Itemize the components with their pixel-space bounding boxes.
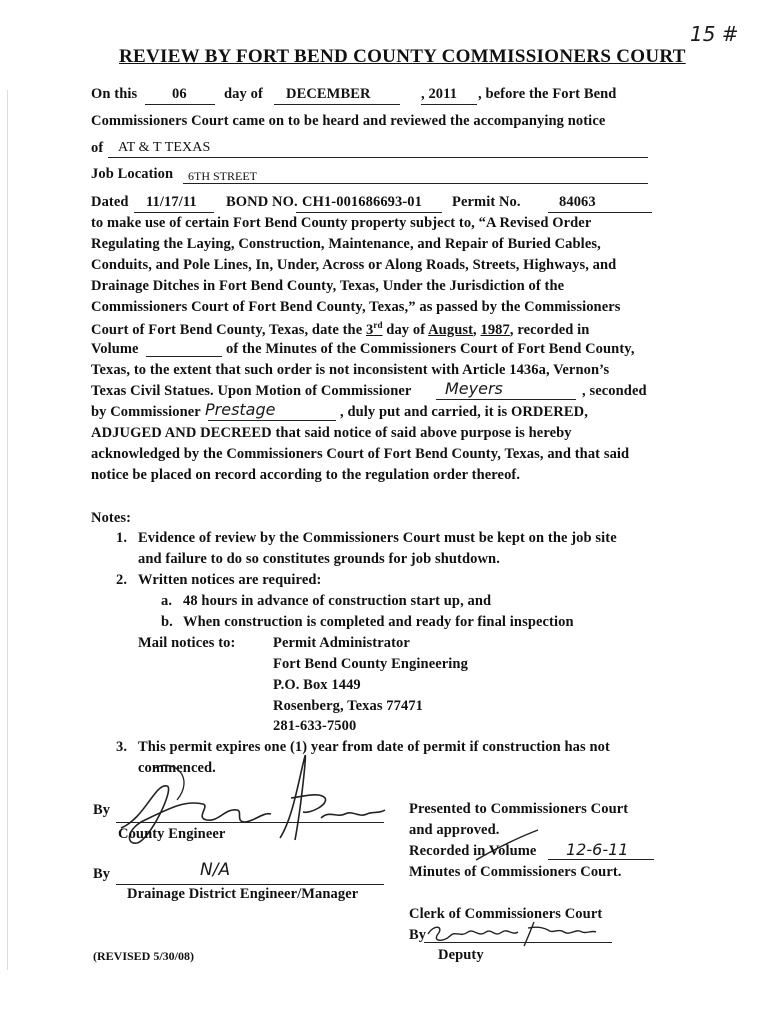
dated-label: Dated — [91, 194, 129, 210]
motion-post: , seconded — [582, 383, 647, 399]
by-label-3: By — [409, 927, 427, 943]
bond-value: CH1-001686693-01 — [302, 194, 423, 210]
clerk-signature — [424, 914, 614, 950]
deputy-label: Deputy — [438, 947, 484, 963]
note-3-number: 3. — [116, 739, 128, 755]
minutes-label: Minutes of Commissioners Court. — [409, 864, 622, 880]
line1-tail: , before the Fort Bend — [478, 86, 617, 102]
of-label: of — [91, 140, 104, 156]
by-label-1: By — [93, 802, 111, 818]
scan-edge — [7, 90, 8, 970]
county-engineer-label: County Engineer — [118, 826, 226, 842]
body-line-5: Commissioners Court of Fort Bend County, Texas,” as passed by the Commissioners — [91, 299, 621, 315]
company-value: AT & T TEXAS — [118, 140, 211, 155]
line2: Commissioners Court came on to be heard and reviewed the accompanying notice — [91, 113, 606, 129]
texas-line: Texas, to the extent that such order is not inconsistent with Article 1436a, Vernon’s — [91, 362, 610, 378]
court-line-pre: Court of Fort Bend County, Texas, date the — [91, 321, 363, 338]
second-pre: by Commissioner — [91, 404, 201, 420]
bond-label: BOND NO. — [226, 194, 298, 210]
court-day-of: day of — [386, 321, 426, 338]
motion-pre: Texas Civil Statues. Upon Motion of Commissioner — [91, 383, 412, 399]
address-line-2: Fort Bend County Engineering — [273, 656, 468, 672]
volume-post: of the Minutes of the Commissioners Court of Fort Bend County, — [226, 341, 635, 357]
recorded-value: 12-6-11 — [566, 840, 629, 859]
month-value: DECEMBER — [286, 86, 371, 102]
day-value: 06 — [172, 86, 187, 102]
address-line-1: Permit Administrator — [273, 635, 410, 651]
note-2b-text: When construction is completed and ready for final inspection — [183, 614, 574, 630]
note-2-text: Written notices are required: — [138, 572, 322, 588]
permit-value: 84063 — [559, 194, 596, 210]
court-line: Court of Fort Bend County, Texas, date the 3rd day of August, 1987, recorded in — [91, 320, 590, 338]
drainage-label: Drainage District Engineer/Manager — [127, 886, 359, 902]
second-post: , duly put and carried, it is ORDERED, — [340, 404, 588, 420]
presented-line-2: and approved. — [409, 822, 500, 838]
address-line-3: P.O. Box 1449 — [273, 677, 361, 693]
na-mark: N/A — [200, 860, 231, 880]
closing-line-1: ADJUGED AND DECREED that said notice of said above purpose is hereby — [91, 425, 572, 441]
court-line-post: , recorded in — [509, 321, 590, 338]
recorded-label: Recorded in Volume — [409, 843, 537, 859]
volume-label: Volume — [91, 341, 139, 357]
note-2a-number: a. — [161, 593, 173, 609]
job-location-label: Job Location — [91, 166, 174, 182]
dated-value: 11/17/11 — [146, 194, 197, 210]
clerk-label: Clerk of Commissioners Court — [409, 906, 603, 922]
court-day: 3rd — [366, 320, 383, 338]
address-line-5: 281-633-7500 — [273, 718, 357, 734]
permit-label: Permit No. — [452, 194, 521, 210]
body-line-3: Conduits, and Pole Lines, In, Under, Across or Along Roads, Streets, Highways, and — [91, 257, 617, 273]
note-2a-text: 48 hours in advance of construction start up, and — [183, 593, 492, 609]
by-label-2: By — [93, 866, 111, 882]
revised-note: (REVISED 5/30/08) — [93, 949, 195, 963]
note-3-line-a: This permit expires one (1) year from date of permit if construction has not — [138, 739, 610, 755]
body-line-4: Drainage Ditches in Fort Bend County, Texas, Under the Jurisdiction of the — [91, 278, 565, 294]
mail-notices-label: Mail notices to: — [138, 635, 236, 651]
closing-line-2: acknowledged by the Commissioners Court of Fort Bend County, Texas, and that said — [91, 446, 630, 462]
closing-line-3: notice be placed on record according to the regulation order thereof. — [91, 467, 521, 483]
second-commissioner-signature: Prestage — [205, 400, 276, 419]
county-engineer-signature — [115, 748, 395, 868]
note-1-line-a: Evidence of review by the Commissioners Court must be kept on the job site — [138, 530, 617, 546]
address-line-4: Rosenberg, Texas 77471 — [273, 698, 424, 714]
body-line-2: Regulating the Laying, Construction, Maintenance, and Repair of Buried Cables, — [91, 236, 601, 252]
page-title: REVIEW BY FORT BEND COUNTY COMMISSIONERS COURT — [119, 46, 686, 67]
presented-line-1: Presented to Commissioners Court — [409, 801, 629, 817]
notes-heading: Notes: — [91, 510, 132, 526]
motion-commissioner-signature: Meyers — [445, 379, 503, 398]
year-value: , 2011 — [421, 86, 458, 102]
job-location-value: 6TH STREET — [188, 169, 257, 183]
corner-mark: 15 # — [690, 22, 739, 46]
note-2-number: 2. — [116, 572, 128, 588]
note-3-line-b: commenced. — [138, 760, 216, 776]
court-year: 1987 — [480, 321, 510, 338]
court-month: August — [428, 321, 474, 338]
note-1-number: 1. — [116, 530, 128, 546]
body-line-1: to make use of certain Fort Bend County property subject to, “A Revised Order — [91, 215, 592, 231]
on-this-label: On this — [91, 86, 138, 102]
note-2b-number: b. — [161, 614, 173, 630]
note-1-line-b: and failure to do so constitutes grounds for job shutdown. — [138, 551, 500, 567]
day-of-label: day of — [224, 86, 263, 102]
